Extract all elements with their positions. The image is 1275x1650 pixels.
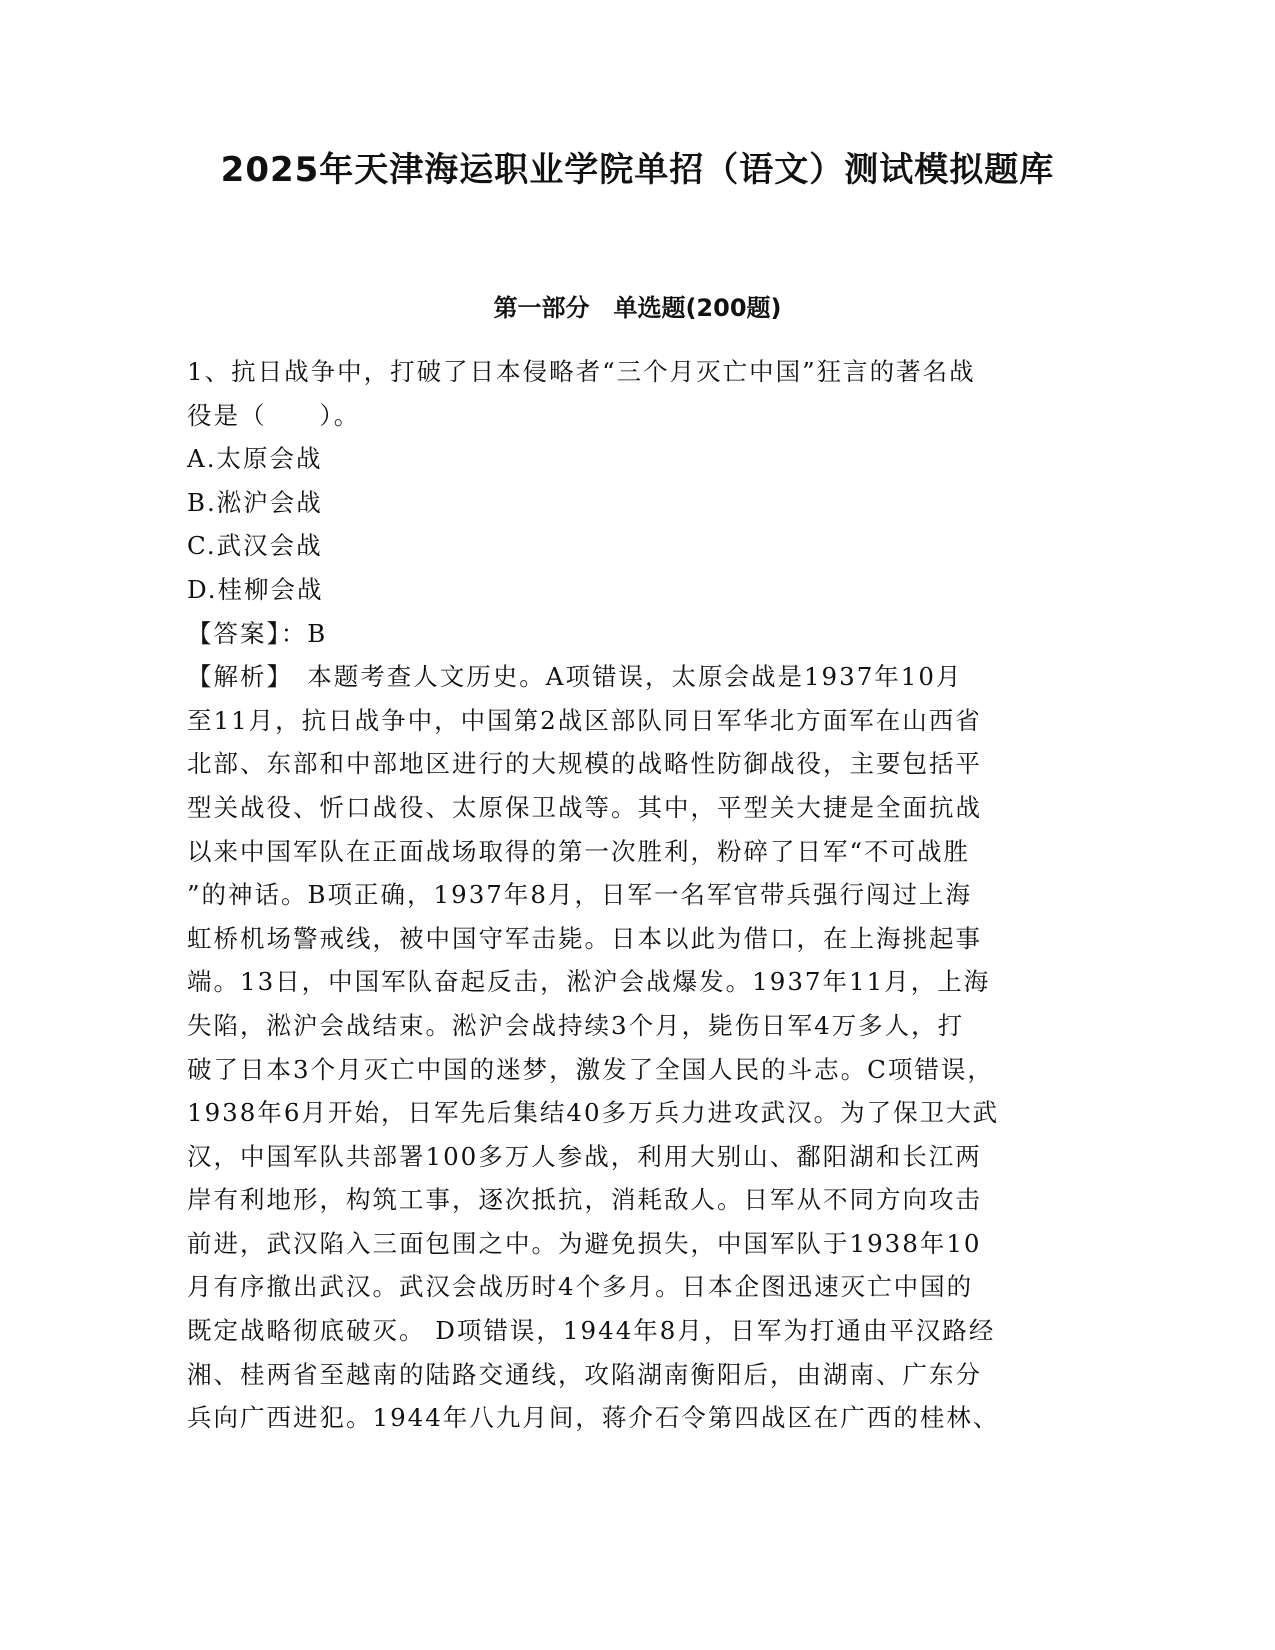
explanation-line: 【解析】 本题考查人文历史。A项错误，太原会战是1937年10月 [187,662,963,692]
option-b: B.淞沪会战 [187,487,323,517]
option-d: D.桂柳会战 [187,574,324,604]
explanation-line: 月有序撤出武汉。武汉会战历时4个多月。日本企图迅速灭亡中国的 [187,1272,974,1302]
section-heading: 第一部分 单选题(200题) [493,294,782,322]
explanation-line: 型关战役、忻口战役、太原保卫战等。其中，平型关大捷是全面抗战 [187,792,982,822]
answer-line: 【答案】：B [187,618,328,648]
option-a: A.太原会战 [187,444,323,474]
explanation-line: 兵向广西进犯。1944年八九月间，蒋介石令第四战区在广西的桂林、 [187,1403,1000,1433]
explanation-line: 汉，中国军队共部署100多万人参战，利用大别山、鄱阳湖和长江两 [187,1141,982,1171]
explanation-line: 以来中国军队在正面战场取得的第一次胜利，粉碎了日军“不可战胜 [187,836,971,866]
explanation-line: ”的神话。B项正确，1937年8月，日军一名军官带兵强行闯过上海 [187,880,972,910]
option-c: C.武汉会战 [187,531,323,561]
explanation-line: 破了日本3个月灭亡中国的迷梦，激发了全国人民的斗志。C项错误， [187,1054,994,1084]
explanation-line: 至11月，抗日战争中，中国第2战区部队同日军华北方面军在山西省 [187,705,982,735]
explanation-line: 湘、桂两省至越南的陆路交通线，攻陷湖南衡阳后，由湖南、广东分 [187,1359,982,1389]
explanation-line: 北部、东部和中部地区进行的大规模的战略性防御战役，主要包括平 [187,749,982,779]
explanation-line: 1938年6月开始，日军先后集结40多万兵力进攻武汉。为了保卫大武 [187,1098,1000,1128]
question-block [187,350,1087,1440]
document-title: 2025年天津海运职业学院单招（语文）测试模拟题库 [220,150,1055,190]
question-stem-line: 1、抗日战争中，打破了日本侵略者“三个月灭亡中国”狂言的著名战 [187,357,976,386]
explanation-line: 前进，武汉陷入三面包围之中。为避免损失，中国军队于1938年10 [187,1228,982,1258]
explanation-line: 失陷，淞沪会战结束。淞沪会战持续3个月，毙伤日军4万多人，打 [187,1010,965,1040]
explanation-line: 虹桥机场警戒线，被中国守军击毙。日本以此为借口，在上海挑起事 [187,923,982,953]
explanation-line: 既定战略彻底破灭。 D项错误，1944年8月，日军为打通由平汉路经 [187,1316,996,1346]
explanation-line: 端。13日，中国军队奋起反击，淞沪会战爆发。1937年11月，上海 [187,967,991,997]
question-stem-line: 役是（ ）。 [187,400,361,430]
explanation-line: 岸有利地形，构筑工事，逐次抵抗，消耗敌人。日军从不同方向攻击 [187,1185,982,1215]
